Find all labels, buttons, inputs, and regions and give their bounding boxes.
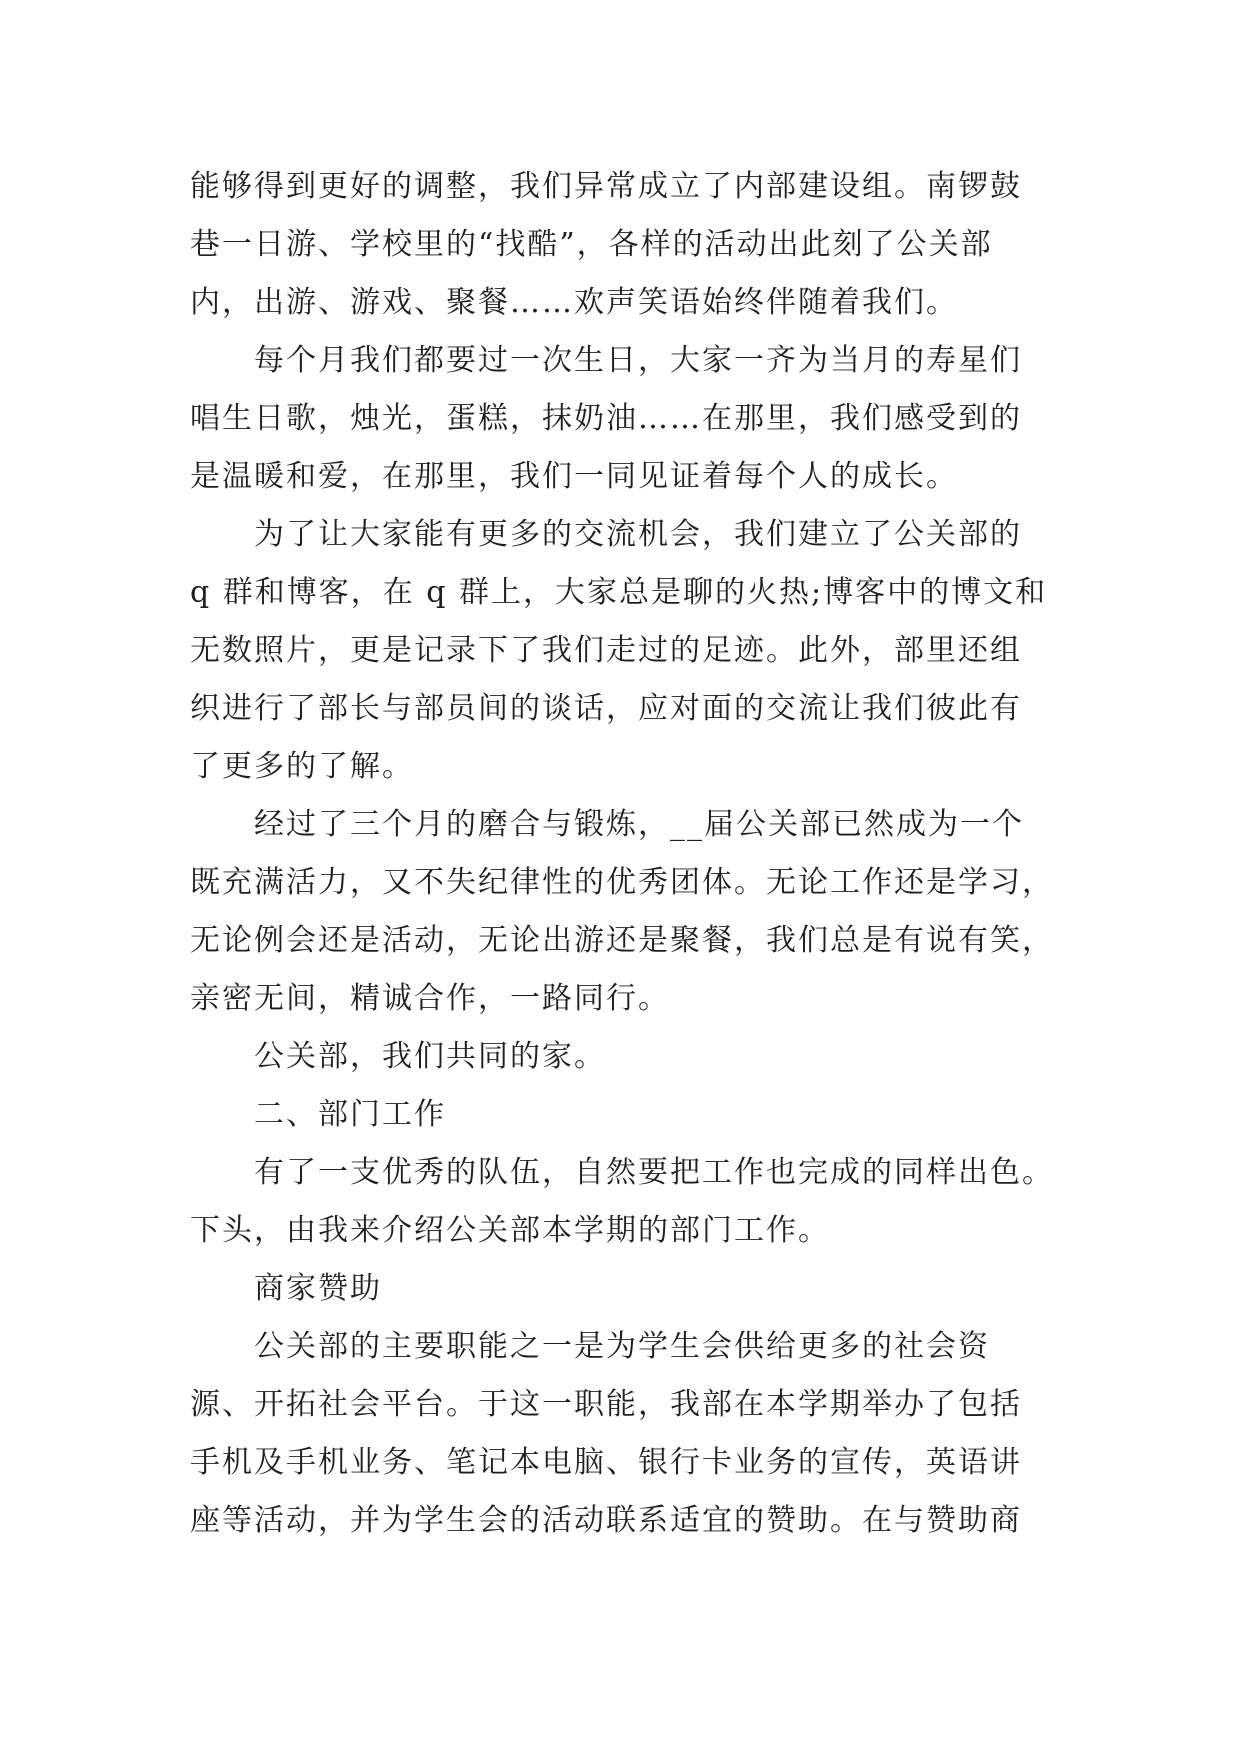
text-line: 亲密无间，精诚合作，一路同行。 — [190, 981, 670, 1016]
paragraph-start-line: 公关部的主要职能之一是为学生会供给更多的社会资 — [254, 1329, 990, 1364]
text-line: 无论例会还是活动，无论出游还是聚餐，我们总是有说有笑， — [190, 923, 1054, 958]
text-line: q 群和博客，在 q 群上，大家总是聊的火热;博客中的博文和 — [190, 575, 1048, 610]
subsection-heading: 商家赞助 — [254, 1271, 382, 1306]
text-line: 下头，由我来介绍公关部本学期的部门工作。 — [190, 1213, 830, 1248]
paragraph-start-line: 有了一支优秀的队伍，自然要把工作也完成的同样出色。 — [254, 1155, 1054, 1190]
body-text — [190, 158, 1054, 1550]
paragraph-start-line: 每个月我们都要过一次生日，大家一齐为当月的寿星们 — [254, 343, 1022, 378]
paragraph-start-line: 为了让大家能有更多的交流机会，我们建立了公关部的 — [254, 517, 1022, 552]
text-line: 巷一日游、学校里的“找酷”，各样的活动出此刻了公关部 — [190, 227, 993, 262]
text-line: 座等活动，并为学生会的活动联系适宜的赞助。在与赞助商 — [190, 1503, 1022, 1538]
text-line: 唱生日歌，烛光，蛋糕，抹奶油……在那里，我们感受到的 — [190, 401, 1022, 436]
text-line: 织进行了部长与部员间的谈话，应对面的交流让我们彼此有 — [190, 691, 1022, 726]
text-line: 了更多的了解。 — [190, 749, 414, 784]
paragraph-start-line: 公关部，我们共同的家。 — [254, 1039, 606, 1074]
text-line: 内，出游、游戏、聚餐……欢声笑语始终伴随着我们。 — [190, 285, 958, 320]
section-heading: 二、部门工作 — [254, 1097, 446, 1132]
text-line: 手机及手机业务、笔记本电脑、银行卡业务的宣传，英语讲 — [190, 1445, 1022, 1480]
text-line: 是温暖和爱，在那里，我们一同见证着每个人的成长。 — [190, 459, 958, 494]
text-line: 能够得到更好的调整，我们异常成立了内部建设组。南锣鼓 — [190, 169, 1022, 204]
text-line: 无数照片，更是记录下了我们走过的足迹。此外，部里还组 — [190, 633, 1022, 668]
text-line: 源、开拓社会平台。于这一职能，我部在本学期举办了包括 — [190, 1387, 1022, 1422]
text-line: 既充满活力，又不失纪律性的优秀团体。无论工作还是学习， — [190, 865, 1054, 900]
paragraph-start-line: 经过了三个月的磨合与锻炼，__届公关部已然成为一个 — [254, 807, 1024, 842]
